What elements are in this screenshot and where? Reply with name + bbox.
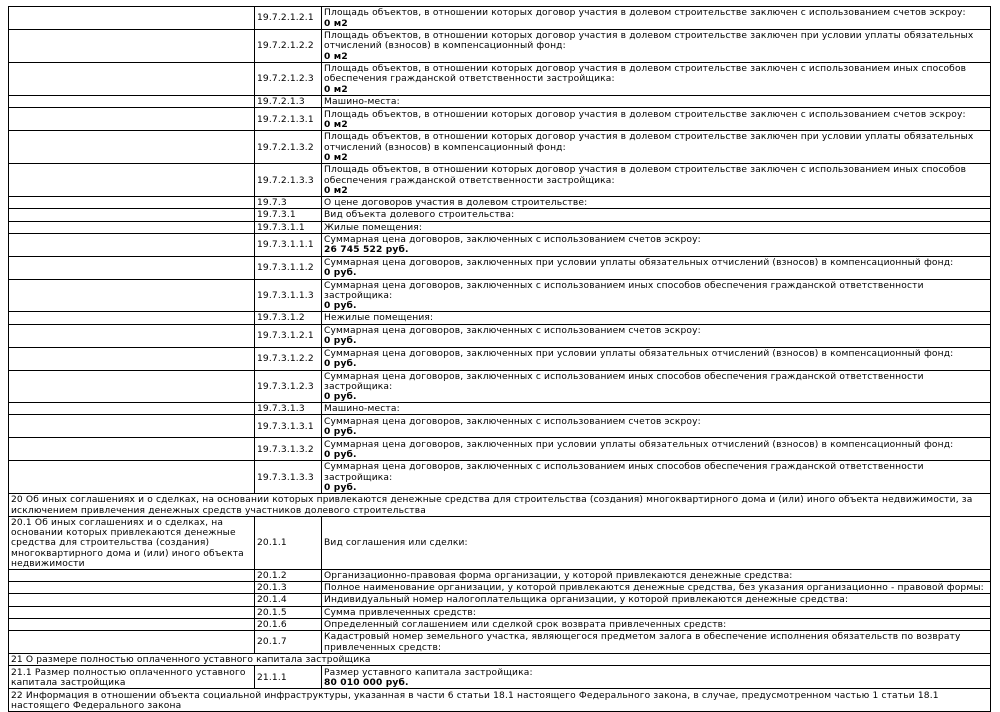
row-label: Полное наименование организации, у которой привлекаются денежные средства, без указания организационно - правовой формы:	[322, 582, 991, 594]
table-row	[9, 403, 991, 415]
row-value: 0 руб.	[324, 268, 357, 279]
row-label: Машино-места:	[322, 96, 991, 108]
row-label: Площадь объектов, в отношении которых договор участия в долевом строительстве заключен с использованием счетов эскроу:	[324, 8, 966, 19]
table-row	[9, 209, 991, 221]
empty-cell	[9, 30, 255, 63]
row-content	[322, 108, 991, 131]
table-row	[9, 461, 991, 494]
row-number: 20.1.1	[255, 517, 322, 570]
empty-cell	[9, 347, 255, 370]
table-row	[9, 594, 991, 606]
section-19-rows	[9, 7, 991, 494]
row-value: 80 010 000 руб.	[324, 677, 409, 688]
row-number: 20.1.5	[255, 606, 322, 618]
row-label: Размер уставного капитала застройщика:	[324, 667, 533, 678]
row-number: 19.7.3.1	[255, 209, 322, 221]
row-content	[322, 370, 991, 403]
empty-cell	[9, 618, 255, 630]
row-value: 0 руб.	[324, 482, 357, 493]
row-value: 0 руб.	[324, 301, 357, 312]
empty-cell	[9, 370, 255, 403]
row-number: 19.7.2.1.2.1	[255, 7, 322, 30]
empty-cell	[9, 631, 255, 654]
table-row	[9, 233, 991, 256]
row-label: Суммарная цена договоров, заключенных с использованием счетов эскроу:	[324, 325, 701, 336]
row-label: Площадь объектов, в отношении которых договор участия в долевом строительстве заключен с использованием иных способов обеспечения гражданской ответственности застройщика:	[324, 64, 967, 85]
row-label: Суммарная цена договоров, заключенных с использованием иных способов обеспечения гражданской ответственности застройщика:	[324, 280, 924, 302]
row-label: Суммарная цена договоров, заключенных при условии уплаты обязательных отчислений (взносов) в компенсационный фонд:	[324, 439, 954, 450]
row-label: Суммарная цена договоров, заключенных с использованием счетов эскроу:	[324, 416, 701, 427]
table-row	[9, 631, 991, 654]
table-row	[9, 312, 991, 324]
row-number: 19.7.3.1.1.2	[255, 256, 322, 279]
row-label: Площадь объектов, в отношении которых договор участия в долевом строительстве заключен при условии уплаты обязательных отчислений (взносов) в компенсационный фонд:	[324, 31, 974, 52]
row-label: О цене договоров участия в долевом строительстве:	[322, 197, 991, 209]
row-number: 19.7.2.1.3	[255, 96, 322, 108]
row-number: 20.1.3	[255, 582, 322, 594]
empty-cell	[9, 461, 255, 494]
table-row	[9, 438, 991, 461]
row-content	[322, 438, 991, 461]
empty-cell	[9, 209, 255, 221]
row-label: Суммарная цена договоров, заключенных с использованием счетов эскроу:	[324, 235, 701, 246]
table-row	[9, 570, 991, 582]
table-row	[9, 279, 991, 312]
row-number: 19.7.2.1.2.3	[255, 63, 322, 96]
row-number: 19.7.2.1.3.1	[255, 108, 322, 131]
row-label: Сумма привлеченных средств:	[322, 606, 991, 618]
empty-cell	[9, 96, 255, 108]
table-row	[9, 256, 991, 279]
table-row	[9, 7, 991, 30]
table-row	[9, 618, 991, 630]
table-row	[9, 370, 991, 403]
row-value: 0 руб.	[324, 359, 357, 370]
table-row	[9, 517, 991, 570]
row-number: 19.7.3.1.1.1	[255, 233, 322, 256]
empty-cell	[9, 438, 255, 461]
row-label: Нежилые помещения:	[322, 312, 991, 324]
row-content	[322, 324, 991, 347]
row-content	[322, 164, 991, 197]
table-row	[9, 131, 991, 164]
table-row	[9, 606, 991, 618]
row-value: 0 м2	[324, 51, 348, 62]
row-label: Вид объекта долевого строительства:	[322, 209, 991, 221]
row-label: Кадастровый номер земельного участка, являющегося предметом залога в обеспечение исполнения обязательств по возврату привлеченных средств:	[322, 631, 991, 654]
empty-cell	[9, 197, 255, 209]
row-value: 26 745 522 руб.	[324, 245, 409, 256]
row-number: 19.7.3	[255, 197, 322, 209]
section-21-header: 21 О размере полностью оплаченного уставного капитала застройщика	[9, 654, 991, 666]
row-number: 19.7.3.1.3	[255, 403, 322, 415]
row-value: 0 м2	[324, 152, 348, 163]
empty-cell	[9, 233, 255, 256]
row-number: 19.7.3.1.2.1	[255, 324, 322, 347]
row-label: Площадь объектов, в отношении которых договор участия в долевом строительстве заключен с использованием счетов эскроу:	[324, 109, 966, 120]
row-label: Жилые помещения:	[322, 221, 991, 233]
row-label: Индивидуальный номер налогоплательщика организации, у которой привлекаются денежные средства:	[322, 594, 991, 606]
row-value: 0 м2	[324, 84, 348, 95]
subsection-20-1-title: 20.1 Об иных соглашениях и о сделках, на основании которых привлекаются денежные средства для строительства (создания) многоквартирного дома и (или) иного объекта недвижимости	[9, 517, 255, 570]
row-label: Машино-места:	[322, 403, 991, 415]
row-number: 19.7.2.1.3.2	[255, 131, 322, 164]
empty-cell	[9, 570, 255, 582]
row-number: 19.7.3.1.3.2	[255, 438, 322, 461]
row-number: 20.1.6	[255, 618, 322, 630]
empty-cell	[9, 415, 255, 438]
row-content	[322, 30, 991, 63]
empty-cell	[9, 606, 255, 618]
section-22-header: 22 Информация в отношении объекта социальной инфраструктуры, указанная в части 6 статьи 18.1 настоящего Федерального закона, в случае, предусмотренном частью 1 статьи 18.1 настоящего Федерального закона	[9, 689, 991, 712]
table-row	[9, 108, 991, 131]
row-content	[322, 415, 991, 438]
row-content	[322, 461, 991, 494]
empty-cell	[9, 131, 255, 164]
row-label: Вид соглашения или сделки:	[322, 517, 991, 570]
row-number: 20.1.2	[255, 570, 322, 582]
row-label: Организационно-правовая форма организации, у которой привлекаются денежные средства:	[322, 570, 991, 582]
disclosure-table	[8, 6, 991, 712]
row-label: Площадь объектов, в отношении которых договор участия в долевом строительстве заключен при условии уплаты обязательных отчислений (взносов) в компенсационный фонд:	[324, 132, 974, 153]
table-row	[9, 415, 991, 438]
section-20-header: 20 Об иных соглашениях и о сделках, на основании которых привлекаются денежные средства для строительства (создания) многоквартирного дома и (или) иного объекта недвижимости, за исключением привлечения денежных средств участников долевого строительства	[9, 494, 991, 517]
empty-cell	[9, 582, 255, 594]
section-header-row	[9, 654, 991, 666]
row-content	[322, 666, 991, 689]
table-row	[9, 30, 991, 63]
row-content	[322, 256, 991, 279]
row-number: 19.7.3.1.2.2	[255, 347, 322, 370]
row-number: 19.7.3.1.3.3	[255, 461, 322, 494]
empty-cell	[9, 7, 255, 30]
row-number: 19.7.2.1.3.3	[255, 164, 322, 197]
row-label: Определенный соглашением или сделкой срок возврата привлеченных средств:	[322, 618, 991, 630]
row-number: 19.7.3.1.1	[255, 221, 322, 233]
empty-cell	[9, 403, 255, 415]
row-number: 19.7.2.1.2.2	[255, 30, 322, 63]
section-21	[9, 654, 991, 689]
row-number: 19.7.3.1.2	[255, 312, 322, 324]
empty-cell	[9, 164, 255, 197]
row-number: 21.1.1	[255, 666, 322, 689]
section-header-row	[9, 494, 991, 517]
row-number: 19.7.3.1.3.1	[255, 415, 322, 438]
row-label: Суммарная цена договоров, заключенных с использованием иных способов обеспечения гражданской ответственности застройщика:	[324, 462, 924, 483]
empty-cell	[9, 221, 255, 233]
row-content	[322, 347, 991, 370]
row-content	[322, 63, 991, 96]
table-row	[9, 63, 991, 96]
empty-cell	[9, 63, 255, 96]
row-value: 0 руб.	[324, 336, 357, 347]
table-row	[9, 96, 991, 108]
empty-cell	[9, 279, 255, 312]
table-row	[9, 324, 991, 347]
row-content	[322, 279, 991, 312]
row-number: 20.1.4	[255, 594, 322, 606]
subsection-21-1-title: 21.1 Размер полностью оплаченного уставного капитала застройщика	[9, 666, 255, 689]
row-value: 0 руб.	[324, 449, 357, 460]
row-label: Площадь объектов, в отношении которых договор участия в долевом строительстве заключен с использованием иных способов обеспечения гражданской ответственности застройщика:	[324, 165, 967, 186]
table-row	[9, 582, 991, 594]
table-row	[9, 164, 991, 197]
row-number: 19.7.3.1.2.3	[255, 370, 322, 403]
empty-cell	[9, 312, 255, 324]
row-label: Суммарная цена договоров, заключенных при условии уплаты обязательных отчислений (взносов) в компенсационный фонд:	[324, 258, 954, 269]
section-22	[9, 689, 991, 712]
row-number: 19.7.3.1.1.3	[255, 279, 322, 312]
row-value: 0 м2	[324, 185, 348, 196]
table-row	[9, 221, 991, 233]
table-row	[9, 666, 991, 689]
empty-cell	[9, 256, 255, 279]
row-value: 0 м2	[324, 18, 348, 29]
row-number: 20.1.7	[255, 631, 322, 654]
row-value: 0 руб.	[324, 392, 357, 403]
row-value: 0 руб.	[324, 426, 357, 437]
empty-cell	[9, 108, 255, 131]
row-content	[322, 131, 991, 164]
section-header-row	[9, 689, 991, 712]
row-label: Суммарная цена договоров, заключенных при условии уплаты обязательных отчислений (взносов) в компенсационный фонд:	[324, 348, 954, 359]
row-label: Суммарная цена договоров, заключенных с использованием иных способов обеспечения гражданской ответственности застройщика:	[324, 371, 924, 392]
empty-cell	[9, 324, 255, 347]
row-value: 0 м2	[324, 119, 348, 130]
empty-cell	[9, 594, 255, 606]
section-20	[9, 494, 991, 654]
table-row	[9, 347, 991, 370]
row-content	[322, 7, 991, 30]
row-content	[322, 233, 991, 256]
table-row	[9, 197, 991, 209]
